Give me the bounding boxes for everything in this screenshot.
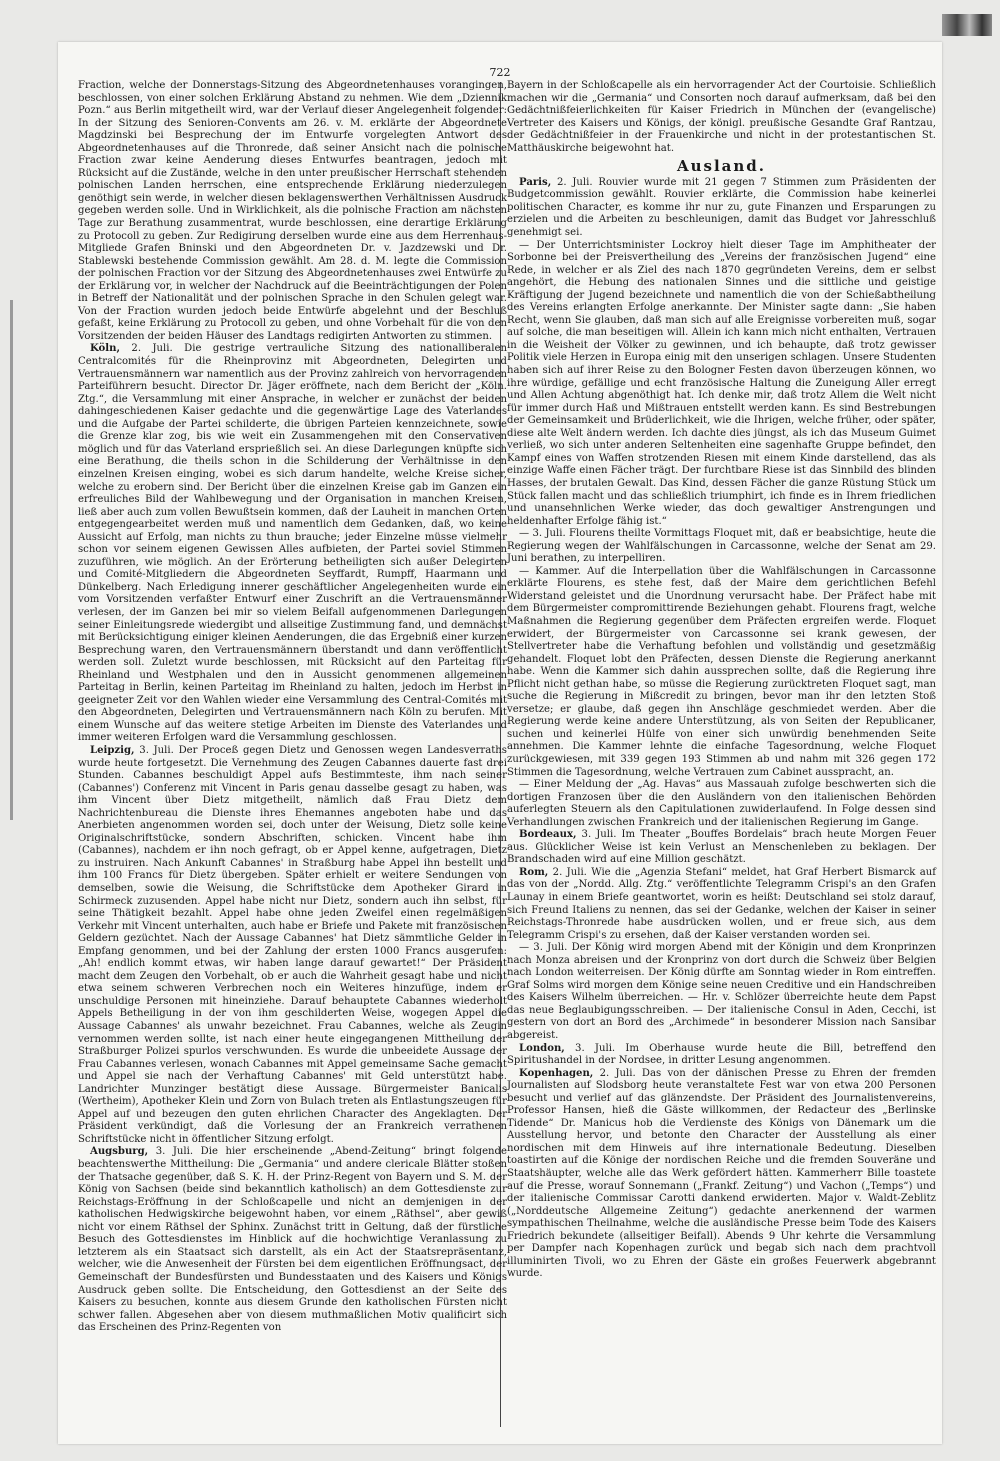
article-text: 3. Juli. Im Oberhause wurde heute die Bill, betreffend den Spiritushandel in der Nordsee, in dritter Lesung angenommen. xyxy=(507,1042,936,1067)
article-text: 2. Juli. Wie die „Agenzia Stefani“ meldet, hat Graf Herbert Bismarck auf das von der „Nordd. Allg. Ztg.“ veröffentlichte Telegramm Crispi's an den Grafen Launay in einem Briefe geantwortet, worin es heißt: Deutschland sei stolz darauf, sich Freund Italiens zu nennen, das sei der Gedanke, welchen der Kaiser in seiner Reichstags-Thronrede habe ausdrücken wollen, und er freue sich, aus dem Telegramm Crispi's zu ersehen, daß der Kaiser verstanden worden sei. xyxy=(507,866,936,941)
article-text: Bayern in der Schloßcapelle als ein hervorragender Act der Courtoisie. Schließlich machen wir die „Germania“ und Consorten noch darauf aufmerksam, daß bei den Gedächtnißfeierlichkeiten für Kaiser Friedrich in München der (evangelische) Vertreter des Kaisers und Königs, der königl. preußische Gesandte Graf Rantzau, der Gedächtnißfeier in der Frauenkirche und nicht in der protestantischen St. Matthäuskirche beigewohnt hat. xyxy=(507,80,936,154)
article-paragraph xyxy=(507,80,936,155)
article-paragraph xyxy=(507,942,936,1042)
dateline-place: Leipzig, xyxy=(90,744,135,756)
dateline-place: Köln, xyxy=(90,343,120,355)
article-paragraph xyxy=(507,177,936,240)
article-paragraph xyxy=(507,528,936,566)
article-paragraph xyxy=(507,829,936,867)
article-paragraph xyxy=(78,80,507,343)
dateline-place: Paris, xyxy=(519,176,552,188)
article-paragraph xyxy=(78,745,507,1147)
article-text: 3. Juli. Die hier erscheinende „Abend-Zeitung“ bringt folgende beachtenswerthe Mittheilung: Die „Germania“ und andere clericale Blätter stoßen der Thatsache gegenüber, daß S. K. H. der Prinz-Regent von Bayern und S. M. der König von Sachsen (beide sind bekanntlich katholisch) an dem Gottesdienste zur Reichstags-Eröffnung in der Schloßcapelle und nicht an demjenigen in der katholischen Hedwigskirche beigewohnt haben, vor einem „Räthsel“, aber gewiß nicht vor einem Räthsel der Sphinx. Zunächst tritt in Geltung, daß der fürstliche Besuch des Gottesdienstes im Hinblick auf die hochwichtige Veranlassung zu letzterem als ein Staatsact sich darstellt, als ein Act der Staatsrepräsentanz, welcher, wie die Anwesenheit der Fürsten bei dem eigentlichen Eröffnungsact, der Gemeinschaft der Bundesfürsten und Bundesstaaten und des Kaisers und Königs Ausdruck geben sollte. Die Entscheidung, den Gottesdienst an der Seite des Kaisers zu besuchen, konnte aus diesem Grunde den katholischen Fürsten nicht schwer fallen. Abgesehen aber von diesem muthmaßlichen Motiv qualificirt sich das Erscheinen des Prinz-Regenten von xyxy=(78,1146,507,1334)
dateline-place: Bordeaux, xyxy=(519,829,577,841)
page-number: 722 xyxy=(489,66,511,79)
article-text: 3. Juli. Im Theater „Bouffes Bordelais“ brach heute Morgen Feuer aus. Glücklicher Weise ist kein Verlust an Menschenleben zu beklagen. Der Brandschaden wird auf eine Million geschätzt. xyxy=(507,829,936,866)
article-paragraph xyxy=(507,1068,936,1281)
article-text: 2. Juli. Rouvier wurde mit 21 gegen 7 Stimmen zum Präsidenten der Budgetcommission gewählt. Rouvier erklärte, die Commission habe keinerlei politischen Character, es komme ihr nur zu, gute Finanzen und Ersparungen zu erzielen und die Arbeiten zu beschleunigen, damit das Budget vor Jahresschluß genehmigt sei. xyxy=(507,176,936,239)
left-column xyxy=(78,80,507,1335)
article-paragraph xyxy=(507,240,936,529)
article-text: Fraction, welche der Donnerstags-Sitzung des Abgeordnetenhauses vorangingen, beschlossen, von einer solchen Erklärung Abstand zu nehmen. Wie dem „Dziennik Pozn.“ aus Berlin mitgetheilt wird, war der Verlauf dieser Angelegenheit folgender: In der Sitzung des Senioren-Convents am 26. v. M. erklärte der Abgeordnete Magdzinski bei Besprechung der im Entwurfe vorgelegten Antwort des Abgeordnetenhauses auf die Thronrede, daß seiner Ansicht nach die polnische Fraction zwar keine Aenderung dieses Entwurfes beantragen, jedoch mit Rücksicht auf die Zustände, welche in den unter preußischer Herrschaft stehenden polnischen Landen herrschen, eine entsprechende Erklärung niederzulegen genöthigt sein werde, in welcher diesen beklagenswerthen Verhältnissen Ausdruck gegeben werden solle. Und in Wirklichkeit, als die polnische Fraction am nächsten Tage zur Berathung zusammentrat, wurde beschlossen, eine derartige Erklärung zu Protocoll zu geben. Zur Redigirung derselben wurde eine aus dem Herrenhaus-Mitgliede Grafen Bninski und den Abgeordneten Dr. v. Jazdzewski und Dr. Stablewski bestehende Commission gewählt. Am 28. d. M. legte die Commission der polnischen Fraction vor der Sitzung des Abgeordnetenhauses zwei Entwürfe zu der Erklärung vor, in welcher der Nachdruck auf die Beeinträchtigungen der Polen in Betreff der Nationalität und der polnischen Sprache in den Schulen gelegt war. Von der Fraction wurden jedoch beide Entwürfe abgelehnt und der Beschluß gefaßt, keine Erklärung zu Protocoll zu geben, und ohne Vorbehalt für die von den Vorsitzenden der beiden Häuser des Landtags redigirten Antworten zu stimmen. xyxy=(78,80,507,342)
article-paragraph xyxy=(507,1043,936,1068)
dateline-place: Kopenhagen, xyxy=(519,1067,594,1079)
dateline-place: Rom, xyxy=(519,866,549,878)
article-text: 3. Juli. Der Proceß gegen Dietz und Genossen wegen Landesverraths wurde heute fortgesetzt. Die Vernehmung des Zeugen Cabannes dauerte fast drei Stunden. Cabannes beschuldigt Appel aufs Bestimmteste, ihm nach seiner (Cabannes') Conferenz mit Vincent in Paris genau dasselbe gesagt zu haben, was ihm Vincent über Dietz mitgetheilt, nämlich daß Frau Dietz dem Nachrichtenbureau die Dienste ihres Ehemannes angeboten habe und das Anerbieten angenommen worden sei, doch unter der Weisung, Dietz solle keine Originalschriftstücke, sondern Abschriften, schicken. Vincent habe ihm (Cabannes), nachdem er ihn noch gefragt, ob er Appel kenne, aufgetragen, Dietz zu instruiren. Nach Ankunft Cabannes' in Straßburg habe Appel ihn bestellt und ihm 100 Francs für Dietz übergeben. Später erhielt er weitere Sendungen von demselben, sowie die Weisung, die Schriftstücke dem Apotheker Girard in Schirmeck zuzusenden. Appel habe nicht nur Dietz, sondern auch ihn selbst, für seine Thätigkeit bezahlt. Appel habe ohne jeden Zweifel einen regelmäßigen Verkehr mit Vincent unterhalten, auch habe er Briefe und Pakete mit französischen Geldern gezüchtet. Nach der Aussage Cabannes' hat Dietz sämmtliche Gelder in Empfang genommen, und bei der Zahlung der ersten 1000 Francs ausgerufen: „Ah! endlich kommt etwas, wir haben lange darauf gewartet!“ Der Präsident macht dem Zeugen den Vorbehalt, ob er auch die Wahrheit gesagt habe und nicht etwa seinem schweren Verbrechen noch ein Weiteres hinzufüge, indem er unschuldige Personen mit hineinziehe. Darauf behauptete Cabannes wiederholt Appels Betheiligung in der von ihm geschilderten Weise, wogegen Appel die Aussage Cabannes' als unwahr bezeichnet. Frau Cabannes, welche als Zeugin vernommen werden sollte, ist nach einer heute eingegangenen Mittheilung der Straßburger Polizei spurlos verschwunden. Es wurde die unbeeidete Aussage der Frau Cabannes verlesen, wonach Cabannes mit Appel gemeinsame Sache gemacht und Appel sie nach der Verhaftung Cabannes' mit Geld unterstützt habe. Landrichter Munzinger bestätigt diese Aussage. Bürgermeister Banicalis (Wertheim), Apotheker Klein und Zorn von Bulach treten als Entlastungszeugen für Appel auf und bezeugen den guten ehrlichen Character des Angeklagten. Der Präsident verkündigt, daß die Vorlesung der an Frankreich verrathenen Schriftstücke nicht in öffentlicher Sitzung erfolgt. xyxy=(78,744,507,1145)
newspaper-page xyxy=(58,42,942,1444)
article-text: 2. Juli. Die gestrige vertrauliche Sitzung des nationalliberalen Centralcomités für die Rheinprovinz mit Abgeordneten, Delegirten und Vertrauensmännern war namentlich aus der Provinz zahlreich von hervorragenden Parteiführern besucht. Director Dr. Jäger eröffnete, nach dem Bericht der „Köln. Ztg.“, die Versammlung mit einer Ansprache, in welcher er zunächst der beiden dahingeschiedenen Kaiser gedachte und die gegenwärtige Lage des Vaterlandes und die Aufgabe der Partei schilderte, die übrigen Parteien kennzeichnete, sowie die Grenze klar zog, bis wie weit ein Zusammengehen mit den Conservativen möglich und für das Vaterland ersprießlich sei. An diese Darlegungen knüpfte sich eine Berathung, die theils schon in die Schilderung der Verhältnisse in den einzelnen Kreisen einging, wobei es sich darum handelte, welche Kreise sicher, welche zu erobern sind. Der Bericht über die einzelnen Kreise gab im Ganzen ein erfreuliches Bild der Wahlbewegung und der Organisation in manchen Kreisen, ließ aber auch zum vollen Bewußtsein kommen, daß der Lauheit in manchen Orten entgegengearbeitet werden muß und namentlich dem Gedanken, daß, wo keine Aussicht auf Erfolg, man nichts zu thun brauche; jeder Einzelne müsse vielmehr schon vor seinem eigenen Gewissen Alles aufbieten, der Partei soviel Stimmen zuzuführen, wie möglich. An der Erörterung betheiligten sich außer Delegirten und Comité-Mitgliedern die Abgeordneten Seyffardt, Rumpff, Haarmann und Dünkelberg. Nach Erledigung innerer geschäftlicher Angelegenheiten wurde ein vom Vorsitzenden verfaßter Entwurf einer Zuschrift an die Vertrauensmänner verlesen, der im Ganzen bei mir so vielem Beifall aufgenommenen Darlegungen seiner Einleitungsrede wiedergibt und allseitige Zustimmung fand, und demnächst mit Berücksichtigung einiger kleinen Aenderungen, die das Ergebniß einer kurzen Besprechung waren, den Vertrauensmännern überstandt und dann veröffentlicht werden soll. Zuletzt wurde beschlossen, mit Rücksicht auf den Parteitag für Rheinland und Westphalen und den in Aussicht genommenen allgemeinen Parteitag in Berlin, keinen Parteitag im Rheinland zu halten, jedoch im Herbst in geeigneter Zeit vor den Wahlen wieder eine Versammlung des Central-Comités mit den Abgeordneten, Delegirten und Vertrauensmännern nach Köln zu berufen. Mit einem Wunsche auf das weitere stetige Arbeiten im Dienste des Vaterlandes und immer weiteren Erfolgen ward die Versammlung geschlossen. xyxy=(78,343,507,744)
article-paragraph xyxy=(507,779,936,829)
article-text: 2. Juli. Das von der dänischen Presse zu Ehren der fremden Journalisten auf Slodsborg heute veranstaltete Fest war von etwa 200 Personen besucht und verlief auf das glänzendste. Der Präsident des Journalistenvereins, Professor Hansen, hieß die Gäste willkommen, der Redacteur des „Berlinske Tidende“ Dr. Manicus hob die Verdienste des Königs von Dänemark um die Ausstellung hervor, und betonte den Character der Ausstellung als einer nordischen mit dem Hinweis auf ihre internationale Bedeutung. Dieselben toastirten auf die Könige der nordischen Reiche und die fremden Souveräne und Staatshäupter, welche alle das Werk gefördert hätten. Kammerherr Bille toastete auf die Presse, worauf Sonnemann („Frankf. Zeitung“) und Vachon („Temps“) und der italienische Commissar Carotti dankend erwiderten. Major v. Waldt-Zeblitz („Norddeutsche Allgemeine Zeitung“) gedachte anerkennend der warmen sympathischen Theilnahme, welche die ausländische Presse beim Tode des Kaisers Friedrich bekundete (allseitiger Beifall). Abends 9 Uhr kehrte die Versammlung per Dampfer nach Kopenhagen zurück und begab sich nach dem prachtvoll illuminirten Tivoli, wo zu Ehren der Gäste ein großes Feuerwerk abgebrannt wurde. xyxy=(507,1067,936,1280)
article-text: — 3. Juli. Flourens theilte Vormittags Floquet mit, daß er beabsichtige, heute die Regierung wegen der Wahlfälschungen in Carcassonne, welche der Senat am 29. Juni berathen, zu interpelliren. xyxy=(507,528,936,565)
article-text: — Kammer. Auf die Interpellation über die Wahlfälschungen in Carcassonne erklärte Flourens, es stehe fest, daß der Maire dem gerichtlichen Befehl Widerstand geleistet und die Unordnung verursacht habe. Der Präfect habe mit dem Bürgermeister compromittirende Beziehungen gehabt. Flourens fragt, welche Maßnahmen die Regierung gegenüber dem Präfecten ergreifen werde. Floquet erwidert, der Bürgermeister von Carcassonne sei krank gewesen, der Stellvertreter habe die Verhaftung befohlen und vollständig und gesetzmäßig gehandelt. Floquet lobt den Präfecten, dessen Dienste die Regierung anerkannt habe. Wenn die Kammer sich dahin aussprechen sollte, daß die Regierung ihre Pflicht nicht gethan habe, so müsse die Regierung zurücktreten Floquet sagt, man suche die Regierung in Mißcredit zu bringen, bevor man ihr den letzten Stoß versetze; er glaube, daß gegen ihn Anschläge geschmiedet werden. Aber die Regierung werde keine andere Unterstützung, als von Seiten der Republicaner, suchen und keinerlei Hülfe von einer sich unwürdig benehmenden Seite annehmen. Die Kammer lehnte die einfache Tagesordnung, welche Floquet zurückgewiesen, mit 339 gegen 193 Stimmen ab und nahm mit 326 gegen 172 Stimmen die Tagesordnung, welche Vertrauen zum Cabinet ausspracht, an. xyxy=(507,565,936,778)
scan-corner-mark xyxy=(942,14,992,36)
article-text: — Der Unterrichtsminister Lockroy hielt dieser Tage im Amphitheater der Sorbonne bei der Preisvertheilung des „Vereins der französischen Jugend“ eine Rede, in welcher er als Ziel des nach 1870 gegründeten Vereins, dem er selbst angehört, die Hebung des nationalen Sinnes und die sittliche und geistige Kräftigung der Jugend bezeichnete und namentlich die von der Schießabtheilung des Vereins erlangten Erfolge anerkannte. Der Minister sagte dann: „Sie haben Recht, wenn Sie glauben, daß man sich auf alle Ereignisse vorbereiten muß, sogar auf solche, die man beseitigen will. Allein ich kann mich nicht enthalten, Vertrauen in die Weisheit der Völker zu gewinnen, und ich behaupte, daß trotz gewisser Politik viele Herzen in Europa einig mit den unserigen schlagen. Unsere Studenten haben sich auf ihrer Reise zu den Bologner Festen davon überzeugen können, wo ihre würdige, gefällige und echt französische Haltung die Zuneigung Aller erregt und Allen Achtung abgenöthigt hat. Ich denke mir, daß trotz Allem die Welt nicht für immer durch Haß und Mißtrauen entstellt werden kann. Es sind Bestrebungen der Gemeinsamkeit und Brüderlichkeit, wie die Ihrigen, welche früher, oder später, diese alte Welt ändern werden. Ich dachte dies jüngst, als ich das Museum Guimet verließ, wo sich unter anderen Seltenheiten eine sagenhafte Gruppe befindet, den Kampf eines von Waffen strotzenden Riesen mit einem Kinde darstellend, das als einzige Waffe einen Fächer trägt. Der furchtbare Riese ist das Sinnbild des blinden Hasses, der brutalen Gewalt. Das Kind, dessen Fächer die ganze Rüstung Stück um Stück fallen macht und das schließlich triumphirt, ich finde es in Ihrem friedlichen und unansehnlichen Werke wieder, das doch gewaltiger Anstrengungen und heldenhafter Erfolge fähig ist.“ xyxy=(507,239,936,527)
article-paragraph xyxy=(507,566,936,779)
scan-edge-line xyxy=(10,300,13,820)
section-heading: Ausland. xyxy=(676,157,767,176)
right-column xyxy=(507,80,936,1281)
dateline-place: London, xyxy=(519,1042,565,1054)
dateline-place: Augsburg, xyxy=(90,1146,149,1158)
article-text: — 3. Juli. Der König wird morgen Abend mit der Königin und dem Kronprinzen nach Monza abreisen und der Kronprinz von dort durch die Schweiz über Belgien nach London weiterreisen. Der König dürfte am Sonntag wieder in Rom eintreffen. Graf Solms wird morgen dem Könige seine neuen Creditive und ein Handschreiben des Kaisers Wilhelm überreichen. — Hr. v. Schlözer überreichte heute dem Papst das neue Beglaubigungsschreiben. — Der italienische Consul in Aden, Cecchi, ist gestern von dort an Bord des „Archimede“ in besonderer Mission nach Sansibar abgereist. xyxy=(507,942,936,1042)
article-paragraph xyxy=(78,343,507,745)
article-text: — Einer Meldung der „Ag. Havas“ aus Massauah zufolge beschwerten sich die dortigen Franzosen über die den Ausländern von den italienischen Behörden auferlegten Steuern als den Capitulationen zuwiderlaufend. In Folge dessen sind Verhandlungen zwischen Frankreich und der italienischen Regierung im Gange. xyxy=(507,779,936,828)
article-paragraph xyxy=(78,1146,507,1334)
article-paragraph xyxy=(507,867,936,942)
